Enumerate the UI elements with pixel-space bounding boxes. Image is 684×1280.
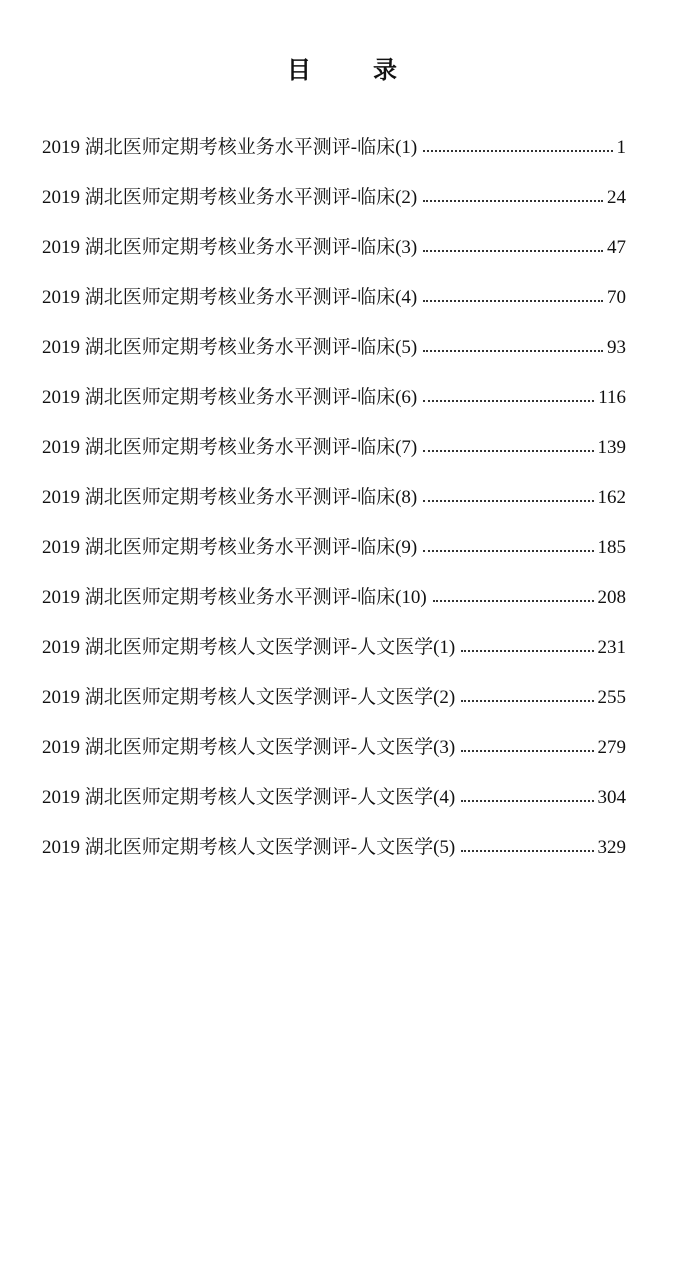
dot-leader [423,250,603,252]
title-char-2: 录 [373,56,397,84]
dot-leader [423,550,593,552]
toc-entry[interactable] [42,682,626,732]
toc-entry-title: 2019 湖北医师定期考核业务水平测评-临床(9) [42,537,418,558]
toc-entry-title: 2019 湖北医师定期考核业务水平测评-临床(4) [42,287,418,308]
toc-entry[interactable] [42,282,626,332]
toc-entry-page: 208 [597,587,626,608]
toc-entry-page: 329 [597,837,626,858]
toc-entry[interactable] [42,732,626,782]
dot-leader [433,600,594,602]
toc-entry-title: 2019 湖北医师定期考核业务水平测评-临床(6) [42,387,418,408]
toc-entry[interactable] [42,432,626,482]
toc-entry-page: 162 [597,487,626,508]
toc-entry[interactable] [42,532,626,582]
dot-leader [461,750,593,752]
toc-entry-title: 2019 湖北医师定期考核业务水平测评-临床(3) [42,237,418,258]
dot-leader [461,800,593,802]
toc-entry-page: 116 [598,387,626,408]
toc-entry-page: 255 [597,687,626,708]
dot-leader [423,400,594,402]
table-of-contents [42,132,626,882]
toc-entry[interactable] [42,782,626,832]
toc-entry-page: 47 [607,237,626,258]
dot-leader [461,650,593,652]
dot-leader [423,500,593,502]
toc-entry-title: 2019 湖北医师定期考核业务水平测评-临床(7) [42,437,418,458]
toc-entry[interactable] [42,832,626,882]
dot-leader [423,150,612,152]
dot-leader [461,850,593,852]
toc-entry-page: 1 [616,137,626,158]
toc-entry-page: 93 [607,337,626,358]
toc-entry[interactable] [42,332,626,382]
dot-leader [423,200,603,202]
toc-entry[interactable] [42,232,626,282]
toc-entry-title: 2019 湖北医师定期考核人文医学测评-人文医学(5) [42,837,456,858]
dot-leader [423,450,593,452]
toc-entry-title: 2019 湖北医师定期考核业务水平测评-临床(8) [42,487,418,508]
toc-entry-page: 279 [597,737,626,758]
toc-entry[interactable] [42,582,626,632]
toc-entry[interactable] [42,132,626,182]
toc-entry-title: 2019 湖北医师定期考核人文医学测评-人文医学(4) [42,787,456,808]
dot-leader [423,350,603,352]
toc-entry-title: 2019 湖北医师定期考核人文医学测评-人文医学(2) [42,687,456,708]
toc-entry[interactable] [42,632,626,682]
toc-entry-page: 24 [607,187,626,208]
toc-entry-title: 2019 湖北医师定期考核业务水平测评-临床(10) [42,587,427,608]
title-char-1: 目 [287,56,311,84]
toc-entry-title: 2019 湖北医师定期考核人文医学测评-人文医学(3) [42,737,456,758]
toc-entry-title: 2019 湖北医师定期考核业务水平测评-临床(2) [42,187,418,208]
toc-entry-page: 304 [597,787,626,808]
toc-entry-title: 2019 湖北医师定期考核人文医学测评-人文医学(1) [42,637,456,658]
page-title [0,50,684,85]
toc-entry-page: 139 [597,437,626,458]
toc-entry-title: 2019 湖北医师定期考核业务水平测评-临床(5) [42,337,418,358]
toc-entry-page: 185 [597,537,626,558]
toc-entry-page: 70 [607,287,626,308]
toc-entry-title: 2019 湖北医师定期考核业务水平测评-临床(1) [42,137,418,158]
dot-leader [423,300,603,302]
toc-entry-page: 231 [597,637,626,658]
toc-entry[interactable] [42,382,626,432]
toc-entry[interactable] [42,482,626,532]
dot-leader [461,700,593,702]
toc-entry[interactable] [42,182,626,232]
